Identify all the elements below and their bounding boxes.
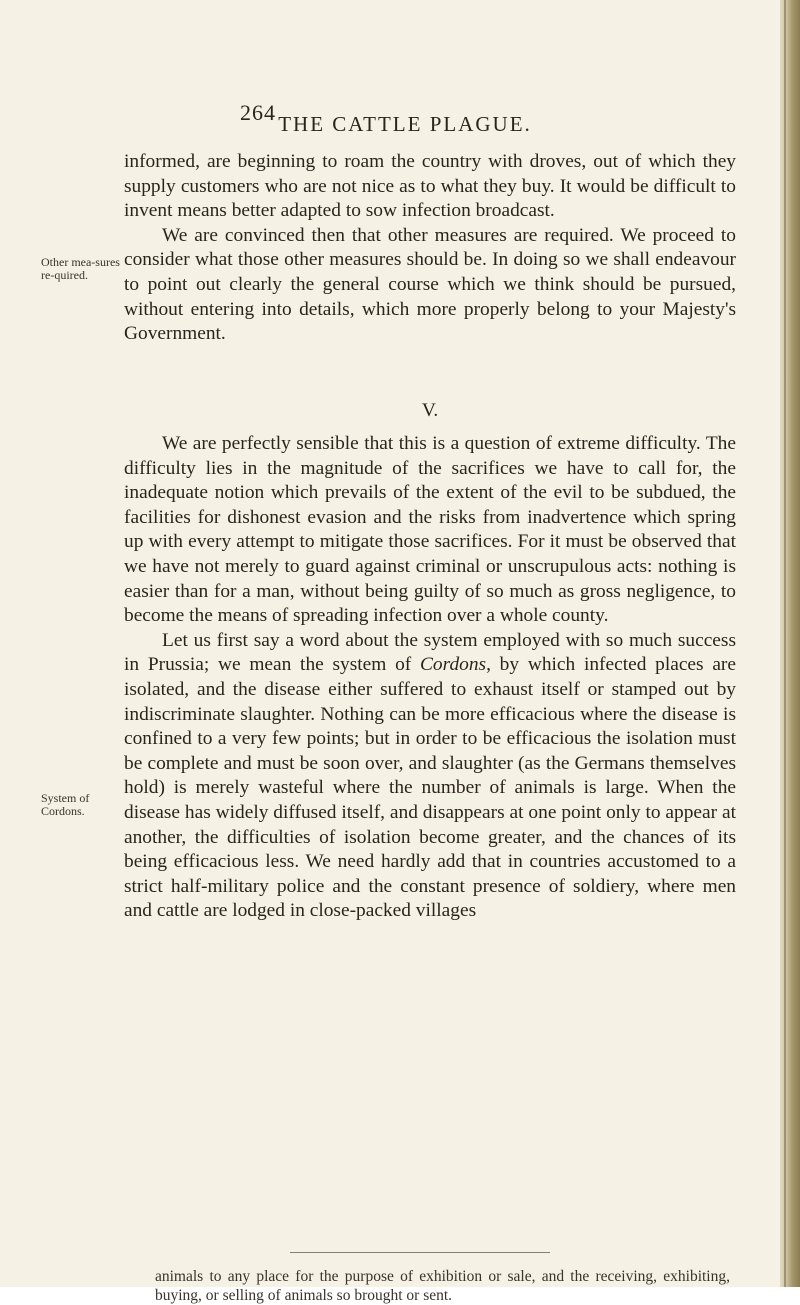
footnote (155, 1267, 730, 1305)
page-edge-shadow (780, 0, 800, 1287)
body-text-main (124, 432, 736, 924)
paragraph-4-cordons: Cordons (420, 654, 487, 676)
paragraph-2: We are convinced then that other measures are required. We proceed to consider what those other measures should be. In doing so we shall endeavour to point out clearly the general course which we think should be pursued, without entering into details, which more properly belong to your Majesty's Government. (124, 224, 736, 345)
sidenote-other-measures: Other mea-sures re-quired. (41, 255, 120, 282)
paragraph-3: We are perfectly sensible that this is a question of extreme difficulty. The difficulty lies in the magnitude of the sacrifices we have to call for, the inadequate notion which prevails of the extent of the evil to be subdued, the facilities for dishonest evasion and the risks from inadvertence which spring up with every attempt to mitigate those sacrifices. For it must be observed that we have not merely to guard against criminal or unscrupulous acts: nothing is easier than for a man, without being guilty of so much as gross negligence, to become the means of spreading infection over a whole county. (124, 433, 736, 627)
running-head: THE CATTLE PLAGUE. (278, 112, 532, 136)
paragraph-4-lead: Let us first say a word about the system employed with so much success in Prussia; we mean the system of (124, 629, 736, 676)
sidenote-cordons: System of Cordons. (41, 791, 90, 818)
page-number: 264 (240, 100, 276, 125)
page-edge-line (784, 0, 786, 1287)
paragraph-4-rest: , by which infected places are isolated, and the disease either suffered to exhaust itself or stamped out by indiscriminate slaughter. Nothing can be more efficacious where the disease is confined to a very few points; but in order to be efficacious the isolation must be complete and must be soon over, and slaughter (as the Germans themselves hold) is merely wasteful where the number of animals is large. When the disease has widely diffused itself, and disappears at one point only to appear at another, the difficulties of isolation become greater, and the chances of its being efficacious less. We need hardly add that in countries accustomed to a strict half-military police and the constant presence of soldiery, where men and cattle are lodged in close-packed villages (124, 654, 736, 922)
paragraph-1: informed, are beginning to roam the country with droves, out of which they supply customers who are not nice as to what they buy. It would be difficult to invent means better adapted to sow infection broadcast. (124, 151, 736, 222)
footnote-rule (290, 1252, 550, 1253)
footnote-text: animals to any place for the purpose of exhibition or sale, and the receiving, exhibiting, buying, or selling of animals so brought or sent. (155, 1268, 730, 1304)
paragraph-4 (124, 629, 736, 924)
section-number: V. (421, 400, 439, 421)
body-text-top (124, 150, 736, 347)
